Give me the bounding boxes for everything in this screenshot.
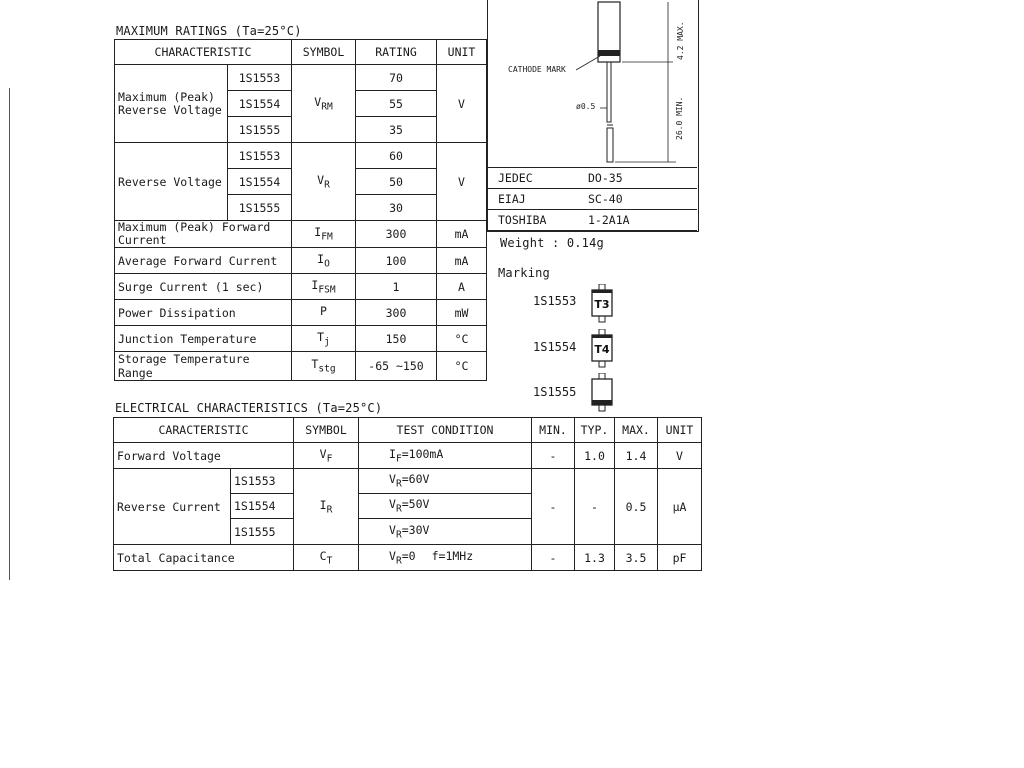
max-value: 3.5 — [615, 545, 658, 571]
table-row — [114, 443, 702, 469]
test-condition: $V_R=30V$ — [359, 519, 532, 545]
header-characteristic: CHARACTERISTIC — [115, 40, 292, 65]
header-unit: UNIT — [658, 418, 702, 443]
rating-value: 60 — [356, 143, 437, 169]
rating-value: 150 — [356, 326, 437, 352]
std-name: JEDEC — [488, 168, 578, 189]
row-label: Forward Voltage — [114, 443, 294, 469]
unit-value: V — [658, 443, 702, 469]
min-value: - — [532, 545, 575, 571]
std-name: TOSHIBA — [488, 210, 578, 231]
table-row — [115, 221, 487, 248]
rating-value: 70 — [356, 65, 437, 91]
unit-value: V — [437, 65, 487, 143]
rating-value: 1 — [356, 274, 437, 300]
electrical-table — [113, 417, 702, 571]
typ-value: - — [575, 469, 615, 545]
std-code: DO-35 — [578, 168, 697, 189]
weight-text: Weight : 0.14g — [500, 236, 604, 250]
header-rating: RATING — [356, 40, 437, 65]
unit-value: mW — [437, 300, 487, 326]
unit-value: pF — [658, 545, 702, 571]
part-number: 1S1555 — [228, 117, 292, 143]
marking-title: Marking — [498, 266, 550, 280]
row-label: Storage Temperature Range — [115, 352, 292, 381]
typ-value: 1.0 — [575, 443, 615, 469]
dim-dia-text: ø0.5 — [576, 102, 596, 111]
test-condition: $V_R=60V$ — [359, 469, 532, 494]
rating-value: 35 — [356, 117, 437, 143]
part-number: 1S1553 — [228, 143, 292, 169]
rating-value: 30 — [356, 195, 437, 221]
test-condition: $V_R=50V$ — [359, 494, 532, 519]
max-value: 0.5 — [615, 469, 658, 545]
row-symbol: $C_T$ — [294, 545, 359, 571]
unit-value: A — [437, 274, 487, 300]
electrical-title: ELECTRICAL CHARACTERISTICS (Ta=25°C) — [115, 401, 383, 415]
header-characteristic: CARACTERISTIC — [114, 418, 294, 443]
max-ratings-table — [114, 39, 487, 381]
row-symbol: $V_F$ — [294, 443, 359, 469]
marking-diode-unmarked — [590, 373, 614, 415]
row-symbol: $I_{FM}$ — [292, 221, 356, 248]
marking-part-label: 1S1553 — [533, 294, 577, 308]
dim-lead-text: 26.0 MIN. — [675, 96, 684, 140]
diode-lead-upper — [607, 62, 611, 122]
unit-value: °C — [437, 352, 487, 381]
test-condition: $V_R=0$ f=1MHz — [359, 545, 532, 571]
table-row — [488, 210, 697, 231]
header-unit: UNIT — [437, 40, 487, 65]
vrm-symbol: $V_{RM}$ — [292, 65, 356, 143]
vrm-label: Maximum (Peak) Reverse Voltage — [115, 65, 228, 143]
max-value: 1.4 — [615, 443, 658, 469]
rating-value: 50 — [356, 169, 437, 195]
unit-value: V — [437, 143, 487, 221]
part-number: 1S1553 — [228, 65, 292, 91]
marking-diode-t4 — [590, 329, 614, 369]
test-condition: $I_F=100mA$ — [359, 443, 532, 469]
marking-code: T4 — [594, 343, 610, 356]
table-row — [115, 300, 487, 326]
rating-value: 55 — [356, 91, 437, 117]
package-standards-table — [488, 167, 697, 231]
table-header-row — [114, 418, 702, 443]
row-symbol: $I_{FSM}$ — [292, 274, 356, 300]
row-symbol: $T_{stg}$ — [292, 352, 356, 381]
std-name: EIAJ — [488, 189, 578, 210]
header-max: MAX. — [615, 418, 658, 443]
unit-value: μA — [658, 469, 702, 545]
header-symbol: SYMBOL — [292, 40, 356, 65]
cathode-band — [598, 50, 620, 56]
row-label: Junction Temperature — [115, 326, 292, 352]
std-code: SC-40 — [578, 189, 697, 210]
marking-code: T3 — [594, 298, 610, 311]
marking-diode-t3 — [590, 284, 614, 324]
std-code: 1-2A1A — [578, 210, 697, 231]
table-row — [115, 274, 487, 300]
row-label: Surge Current (1 sec) — [115, 274, 292, 300]
vr-label: Reverse Voltage — [115, 143, 228, 221]
row-symbol: $T_j$ — [292, 326, 356, 352]
marking-part-label: 1S1554 — [533, 340, 577, 354]
row-symbol: $I_R$ — [294, 469, 359, 545]
table-row — [115, 65, 487, 91]
table-row — [115, 248, 487, 274]
diode-lead-lower — [607, 128, 613, 162]
part-number: 1S1555 — [228, 195, 292, 221]
part-number: 1S1553 — [231, 469, 294, 494]
page-edge-line — [9, 88, 10, 580]
marking-part-label: 1S1555 — [533, 385, 577, 399]
typ-value: 1.3 — [575, 545, 615, 571]
diode-package-drawing — [488, 0, 697, 165]
min-value: - — [532, 443, 575, 469]
table-row — [114, 469, 702, 494]
row-label: Total Capacitance — [114, 545, 294, 571]
table-row — [115, 326, 487, 352]
rating-value: -65 ~150 — [356, 352, 437, 381]
vr-symbol: $V_R$ — [292, 143, 356, 221]
dim-body-text: 4.2 MAX. — [676, 21, 685, 60]
row-label: Average Forward Current — [115, 248, 292, 274]
unit-value: mA — [437, 248, 487, 274]
unit-value: mA — [437, 221, 487, 248]
row-symbol: $I_O$ — [292, 248, 356, 274]
table-row — [115, 352, 487, 381]
rating-value: 100 — [356, 248, 437, 274]
table-row — [488, 168, 697, 189]
part-number: 1S1554 — [228, 169, 292, 195]
row-label: Power Dissipation — [115, 300, 292, 326]
max-ratings-title: MAXIMUM RATINGS (Ta=25°C) — [116, 24, 302, 38]
header-min: MIN. — [532, 418, 575, 443]
unit-value: °C — [437, 326, 487, 352]
table-row — [115, 143, 487, 169]
header-symbol: SYMBOL — [294, 418, 359, 443]
table-row — [488, 189, 697, 210]
header-test-condition: TEST CONDITION — [359, 418, 532, 443]
header-typ: TYP. — [575, 418, 615, 443]
cathode-leader — [576, 56, 600, 70]
rating-value: 300 — [356, 221, 437, 248]
table-header-row — [115, 40, 487, 65]
part-number: 1S1554 — [231, 494, 294, 519]
cathode-mark-label: CATHODE MARK — [508, 65, 566, 74]
part-number: 1S1554 — [228, 91, 292, 117]
row-symbol: P — [292, 300, 356, 326]
rating-value: 300 — [356, 300, 437, 326]
table-row — [114, 545, 702, 571]
min-value: - — [532, 469, 575, 545]
row-label: Maximum (Peak) Forward Current — [115, 221, 292, 248]
part-number: 1S1555 — [231, 519, 294, 545]
row-label: Reverse Current — [114, 469, 231, 545]
